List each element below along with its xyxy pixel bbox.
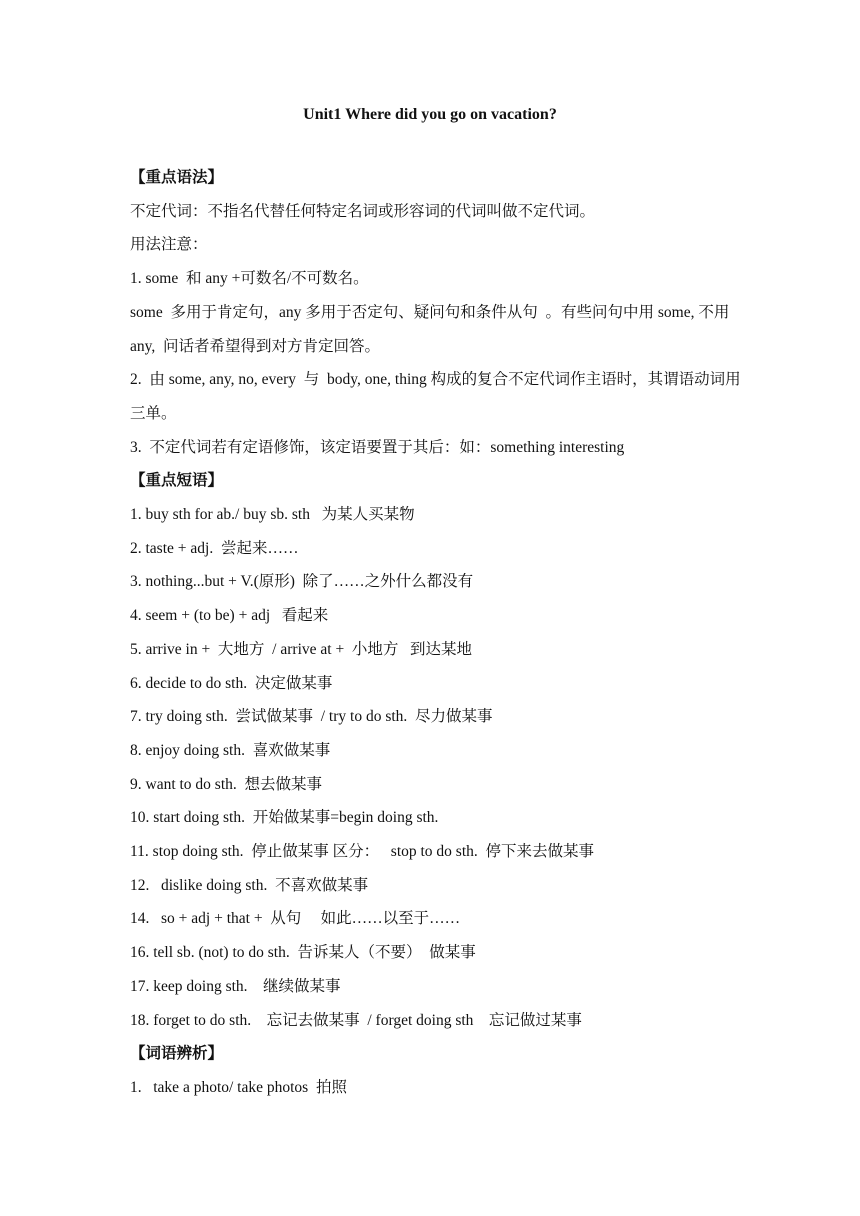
phrase-item: 14. so + adj + that + 从句 如此……以至于…… [130,910,461,928]
grammar-definition: 不定代词：不指名代替任何特定名词或形容词的代词叫做不定代词。 [130,202,596,220]
grammar-point-2: 2. 由 some, any, no, every 与 body, one, thing 构成的复合不定代词作主语时，其谓语动词用三单。 [130,371,741,422]
phrase-item: 9. want to do sth. 想去做某事 [130,775,323,793]
phrase-item: 10. start doing sth. 开始做某事=begin doing sth. [130,809,439,827]
grammar-point-3: 3. 不定代词若有定语修饰，该定语要置于其后：如：something interesting [130,438,625,456]
section-heading-grammar: 【重点语法】 [130,169,224,186]
grammar-usage-note: 用法注意： [130,236,208,254]
phrase-item: 5. arrive in + 大地方 / arrive at + 小地方 到达某地 [130,640,473,658]
grammar-point-1: 1. some 和 any +可数名/不可数名。 [130,270,369,288]
section-heading-phrases: 【重点短语】 [130,472,224,490]
phrase-item: 8. enjoy doing sth. 喜欢做某事 [130,741,331,759]
phrase-item: 6. decide to do sth. 决定做某事 [130,674,333,692]
phrase-item: 12. dislike doing sth. 不喜欢做某事 [130,876,369,894]
document-body [130,161,742,1105]
phrase-item: 4. seem + (to be) + adj 看起来 [130,607,329,625]
phrase-item: 2. taste + adj. 尝起来…… [130,539,299,557]
phrase-item: 3. nothing...but + V.(原形) 除了……之外什么都没有 [130,573,474,591]
phrase-item: 17. keep doing sth. 继续做某事 [130,977,341,995]
phrase-item: 11. stop doing sth. 停止做某事 区分： stop to do sth. 停下来去做某事 [130,843,595,861]
phrase-item: 16. tell sb. (not) to do sth. 告诉某人（不要） 做某事 [130,944,476,962]
word-item: 1. take a photo/ take photos 拍照 [130,1078,347,1096]
section-heading-words: 【词语辨析】 [130,1045,224,1063]
phrase-item: 7. try doing sth. 尝试做某事 / try to do sth. 尽力做某事 [130,708,493,726]
phrase-item: 1. buy sth for ab./ buy sb. sth 为某人买某物 [130,506,415,524]
document-title: Unit1 Where did you go on vacation? [303,106,557,123]
grammar-point-1-detail: some 多用于肯定句，any 多用于否定句、疑问句和条件从句 。有些问句中用 some, 不用 any, 问话者希望得到对方肯定回答。 [130,303,734,355]
phrase-item: 18. forget to do sth. 忘记去做某事 / forget doing sth 忘记做过某事 [130,1011,582,1029]
